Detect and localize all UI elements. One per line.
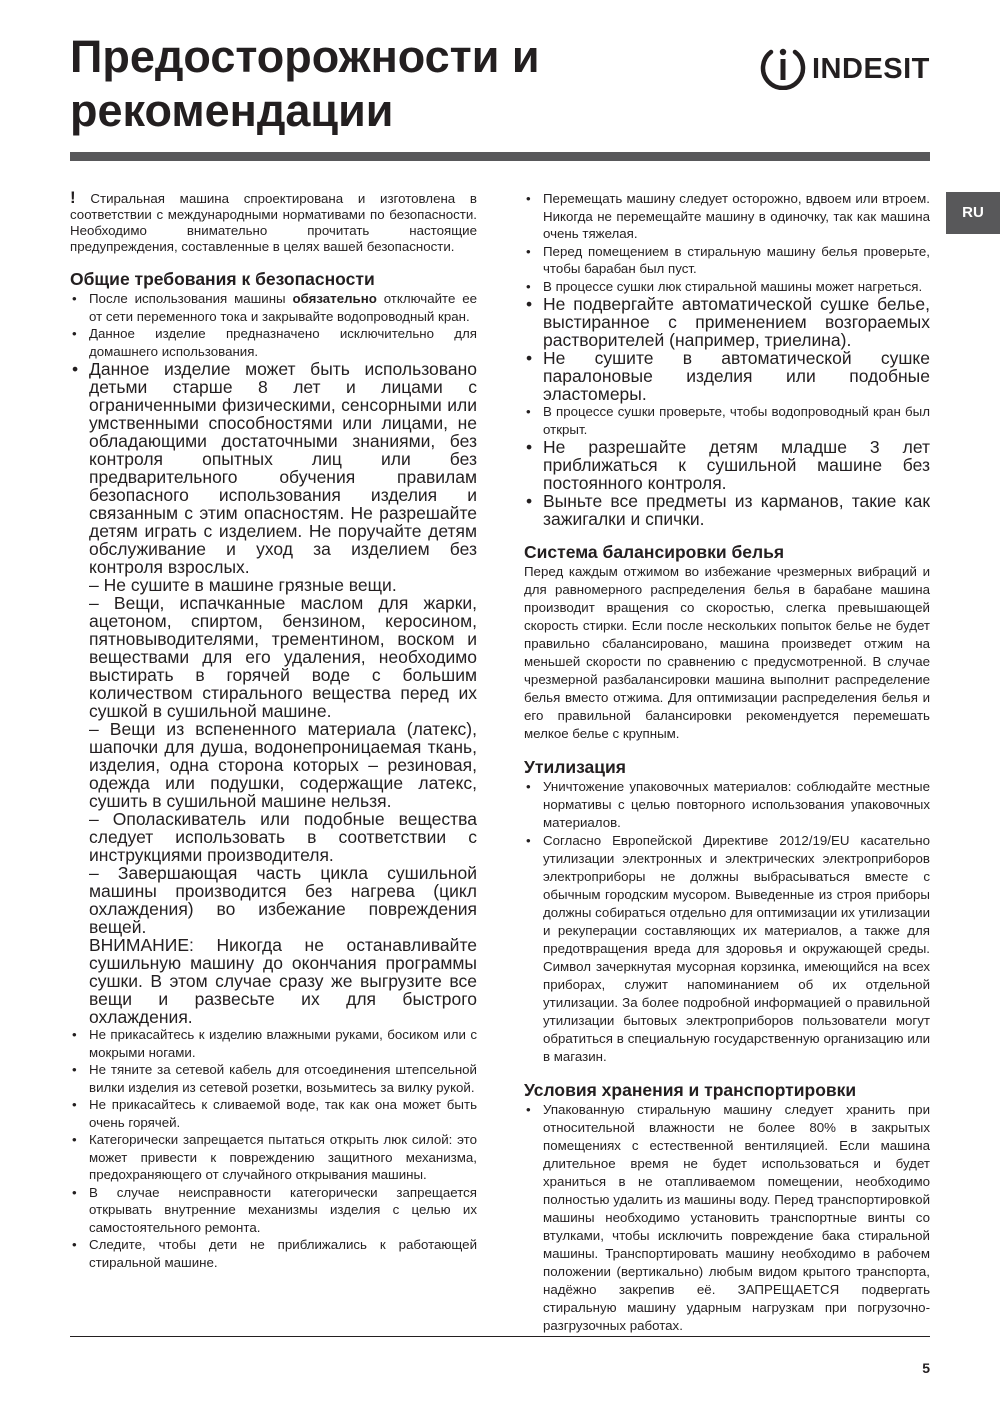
list-item: • Следите, чтобы дети не приближались к работающей стиральной машине.: [70, 1236, 477, 1271]
item-sub-text: – Ополаскиватель или подобные вещества следует использовать в соответствии с инструкциями производителя.: [89, 809, 477, 865]
intro-paragraph: [70, 190, 477, 255]
brand-logo: [760, 44, 932, 92]
list-item: • Данное изделие предназначено исключительно для домашнего использования.: [70, 325, 477, 360]
disposal-list: [524, 778, 930, 1066]
list-item: • Категорически запрещается пытаться открыть люк силой: это может привести к повреждению защитного механизма, предохраняющего от случайного открывания машины.: [70, 1131, 477, 1184]
general-safety-list: [70, 290, 477, 1271]
storage-heading: Условия хранения и транспортировки: [524, 1080, 857, 1100]
list-item: • Выньте все предметы из карманов, такие как зажигалки и спички.: [524, 492, 930, 528]
page-number: 5: [922, 1360, 930, 1376]
balancing-text: Перед каждым отжимом во избежание чрезмерных вибраций и для равномерного распределения белья в барабане машина производит вращения со скоростью, слегка превышающей скорость стирки. Если после нескольких попыток белье не будет правильно сбалансировано, машина произведет отжим на меньшей скорости по сравнению с предусмотренной. В случае чрезмерной разбалансировки машина выполнит распределение белья вместо отжима. Для оптимизации распределения белья и его правильной балансировки рекомендуется перемешать мелкое белье с крупным.: [524, 564, 930, 741]
list-item: • В случае неисправности категорически запрещается открывать внутренние механизмы изделия с целью их самостоятельного ремонта.: [70, 1184, 477, 1237]
list-item: [70, 360, 477, 1026]
warning-label: ВНИМАНИЕ:: [89, 935, 194, 955]
list-item: • Не подвергайте автоматической сушке белье, выстиранное с применением возгораемых растворителей (например, триелина).: [524, 295, 930, 349]
disposal-heading: Утилизация: [524, 757, 627, 777]
indesit-i-icon: [760, 44, 806, 90]
list-item: • Перемещать машину следует осторожно, вдвоем или втроем. Никогда не перемещайте машину в одиночку, так как машина очень тяжелая.: [524, 190, 930, 243]
brand-name: INDESIT: [812, 53, 930, 85]
list-item: • Уничтожение упаковочных материалов: соблюдайте местные нормативы с целью повторного использования упаковочных материалов.: [524, 778, 930, 832]
list-item: • В процессе сушки проверьте, чтобы водопроводный кран был открыт.: [524, 403, 930, 438]
list-item: • Не прикасайтесь к сливаемой воде, так как она может быть очень горячей.: [70, 1096, 477, 1131]
storage-list: [524, 1101, 930, 1335]
item-sub-text: – Вещи, испачканные маслом для жарки, ацетоном, спиртом, бензином, керосином, пятновыводителями, трементином, воском и веществами для его удаления, необходимо выстирать в горячей воде с большим количеством стирального вещества перед их сушкой в сушильной машине.: [89, 593, 477, 721]
item-sub-text: – Вещи из вспененного материала (латекс), шапочки для душа, водонепроницаемая ткань, изделия, одна сторона которых – резиновая, одежда или подушки, содержащие латекс, сушить в сушильной машине нельзя.: [89, 719, 477, 811]
general-safety-heading: Общие требования к безопасности: [70, 269, 375, 289]
list-item: • Не тяните за сетевой кабель для отсоединения штепсельной вилки изделия из сетевой розетки, возьмитесь за вилку рукой.: [70, 1061, 477, 1096]
list-item: • Не сушите в автоматической сушке паралоновые изделия или подобные эластомеры.: [524, 349, 930, 403]
language-tab: RU: [946, 192, 1000, 234]
item-text: отключайте ее от сети переменного тока и закрывайте водопроводный кран.: [89, 291, 477, 324]
item-sub-text: – Завершающая часть цикла сушильной машины производится без нагрева (цикл охлаждения) во избежание повреждения вещей.: [89, 863, 477, 937]
list-item: [70, 290, 477, 325]
intro-text: Стиральная машина спроектирована и изготовлена в соответствии с международными нормативами по безопасности. Необходимо внимательно прочитать настоящие предупреждения, составленные в целях вашей безопасности.: [70, 191, 477, 254]
title-line-2: рекомендации: [70, 85, 394, 136]
warning-text: Никогда не останавливайте сушильную машину до окончания программы сушки. В этом случае сразу же выгрузите все вещи и развесьте их для быстрого охлаждения.: [89, 935, 477, 1027]
balancing-heading: Система балансировки белья: [524, 542, 785, 562]
right-column: [524, 190, 930, 1335]
title-line-1: Предосторожности и: [70, 31, 540, 82]
page-title: [70, 30, 710, 138]
list-item: • Не прикасайтесь к изделию влажными руками, босиком или с мокрыми ногами.: [70, 1026, 477, 1061]
list-item: • Не разрешайте детям младше 3 лет приближаться к сушильной машине без постоянного контроля.: [524, 438, 930, 492]
list-item: • В процессе сушки люк стиральной машины может нагреться.: [524, 278, 930, 296]
item-text: После использования машины: [89, 291, 293, 306]
item-sub-text: – Не сушите в машине грязные вещи.: [89, 575, 397, 595]
item-emphasis: обязательно: [292, 291, 377, 306]
item-text: Данное изделие может быть использовано детьми старше 8 лет и лицами с ограниченными физическими, сенсорными или умственными способностями или лицами, не обладающими достаточными знаниями, без контроля опытных лиц или без предварительного обучения правилам безопасного использования изделия и связанным с этим опасностям. Не разрешайте детям играть с изделием. Не поручайте детям обслуживание и уход за изделием без контроля взрослых.: [89, 359, 477, 577]
left-column: [70, 190, 477, 1271]
footer-divider: [70, 1336, 930, 1337]
header-divider: [70, 152, 930, 161]
list-item: • Перед помещением в стиральную машину белья проверьте, чтобы барабан был пуст.: [524, 243, 930, 278]
list-item: • Упакованную стиральную машину следует хранить при относительной влажности не более 80% в закрытых помещениях с естественной вентиляцией. Если машина длительное время не будет использоваться и будет храниться в не отапливаемом помещении, необходимо полностью удалить из машины воду. Перед транспортировкой машины необходимо установить транспортные винты со втулками, чтобы исключить повреждение бака стиральной машины. Транспортировать машину необходимо в рабочем положении (вертикально) любым видом крытого транспорта, надёжно закрепив её. ЗАПРЕЩАЕТСЯ подвергать стиральную машину ударным нагрузкам при погрузочно-разгрузочных работах.: [524, 1101, 930, 1335]
warning-mark: !: [70, 188, 76, 207]
list-item: • Согласно Европейской Директиве 2012/19/EU касательно утилизации электронных и электрических электроприборов электроприборы не должны выбрасываться вместе с обычным городским мусором. Выведенные из строя приборы должны собираться отдельно для оптимизации их утилизации и рекуперации составляющих их материалов, а также для предотвращения вреда для здоровья и окружающей среды. Символ зачеркнутая мусорная корзинка, имеющийся на всех приборах, служит напоминанием об их отдельной утилизации. За более подробной информацией о правильной утилизации бытовых электроприборов пользователи могут обратиться в специальную государственную организацию или в магазин.: [524, 832, 930, 1066]
safety-list-continued: [524, 190, 930, 528]
